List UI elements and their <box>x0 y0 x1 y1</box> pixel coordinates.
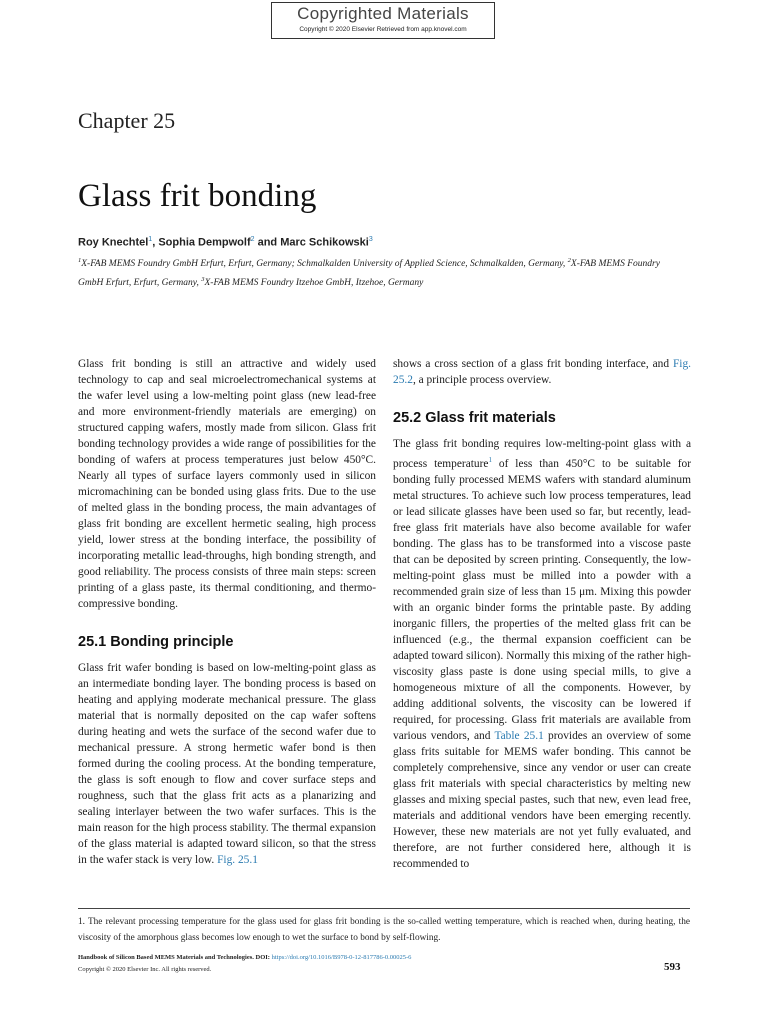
footer-copyright: Copyright © 2020 Elsevier Inc. All rights reserved. <box>78 966 212 973</box>
paragraph-text: The glass frit bonding requires low-melting-point glass with a process temperature <box>393 438 691 470</box>
left-column <box>78 356 376 868</box>
chapter-title: Glass frit bonding <box>78 178 317 214</box>
author-name: Roy Knechtel <box>78 236 149 249</box>
author-name: Marc Schikowski <box>280 236 369 249</box>
right-column <box>393 356 691 872</box>
paragraph-text: of less than 450°C to be suitable for bonding fully processed MEMS wafers with standard aluminum metal structures. To achieve such low process temperatures, lead or lead silicate glasses have been used so far, but recently, lead-free glass frit materials have also become available for wafer bonding. The glass has to be transformed into a viscose paste that can be deposited by screen printing. Consequently, the low-melting-point glass must be milled into a powder with a recommended grain size of less than 15 μm. Mixing this powder with an organic binder forms the printable paste. By adding inorganic fillers, the properties of the melted glass frit can be influenced (e.g., the thermal expansion coefficient can be adapted toward silicon). Normally this mixing of the rather high-viscosity glass paste is done using special mills, to give a homogeneous mixture of all the components. However, by adding additional solvents, the viscosity can be lowered if required, for processing. Glass frit materials are available from various vendors, and <box>393 457 691 742</box>
footnote-link[interactable]: 1 <box>488 456 492 464</box>
section-heading: 25.2 Glass frit materials <box>393 410 556 426</box>
author-separator: and <box>254 236 281 249</box>
chapter-label: Chapter 25 <box>78 108 176 133</box>
author-line <box>78 236 373 249</box>
affiliation-text: X-FAB MEMS Foundry GmbH Erfurt, Erfurt, Germany, <box>78 259 660 289</box>
paragraph-text: , a principle process overview. <box>412 374 552 386</box>
table-link[interactable]: Table 25.1 <box>494 729 544 742</box>
paragraph-text: Glass frit wafer bonding is based on low-melting-point glass as an intermediate bonding layer. The bonding process is based on heating and applying moderate mechanical pressure. The glass material that is normally deposited on the cap wafer softens during heating and wets the surface of the second wafer due to mechanical pressure. A strong hermetic wafer bond is then formed during the cooling process. At the bonding temperature, the glass is soft enough to flow and cover surface steps and roughness, such that the glass frit acts as a planarizing and sealing interlayer between the two wafer surfaces. This is the main reason for the high process stability. The thermal expansion of the glass material is adapted toward silicon, so that the stress in the wafer stack is very low. <box>78 662 376 866</box>
doi-link[interactable]: https://doi.org/10.1016/B978-0-12-817786-0.00025-6 <box>271 954 412 961</box>
footnote: 1. The relevant processing temperature for the glass used for glass frit bonding is the so-called wetting temperature, which is reached when, during heating, the viscosity of the amorphous glass becomes low enough to wet the surface to bond by self-flowing. <box>78 917 690 943</box>
stamp-title: Copyrighted Materials <box>297 4 469 23</box>
author-name: Sophia Dempwolf <box>158 236 251 249</box>
section-paragraph <box>393 436 691 872</box>
affiliation-marker: 2 <box>567 257 571 264</box>
affiliation-text: X-FAB MEMS Foundry Itzehoe GmbH, Itzehoe, Germany <box>204 278 424 289</box>
footer-citation <box>78 954 411 961</box>
paragraph-text: shows a cross section of a glass frit bonding interface, and <box>393 358 673 370</box>
continued-paragraph <box>393 356 691 388</box>
author-affiliation-link[interactable]: 3 <box>368 236 373 243</box>
paragraph-text: provides an overview of some glass frits suitable for MEMS wafer bonding. This cannot be completely comprehensive, since any vendor or user can create glass frit materials with special characteristics by melting new glasses and mixing special pastes, such that new, even lead free, materials and additional vendors have been emerging recently. However, these new materials are not yet fully evaluated, and therefore, are not further considered here, although it is recommended to <box>393 729 691 870</box>
footnote-divider <box>78 908 690 909</box>
figure-link[interactable]: Fig. 25.1 <box>217 854 258 866</box>
book-title: Handbook of Silicon Based MEMS Materials and Technologies. DOI: <box>78 954 272 961</box>
author-affiliation-link[interactable]: 2 <box>250 236 255 243</box>
page-number: 593 <box>664 961 681 973</box>
affiliation-text: X-FAB MEMS Foundry GmbH Erfurt, Erfurt, Germany; Schmalkalden University of Applied Science, Schmalkalden, Germany, <box>81 259 568 270</box>
copyright-stamp <box>271 2 495 39</box>
affiliations <box>78 253 678 291</box>
affiliation-marker: 1 <box>78 257 82 264</box>
figure-link[interactable]: Fig. 25.2 <box>393 358 691 386</box>
affiliation-marker: 3 <box>201 276 205 284</box>
section-heading: 25.1 Bonding principle <box>78 634 234 650</box>
stamp-subtitle: Copyright © 2020 Elsevier Retrieved from app.knovel.com <box>299 26 467 33</box>
author-separator: , <box>152 236 159 249</box>
section-paragraph <box>78 660 376 868</box>
intro-paragraph: Glass frit bonding is still an attractive and widely used technology to cap and seal microelectromechanical systems at the wafer level using a low-melting point glass (new lead-free and more environment-friendly materials are emerging) on structured capping wafers, mostly made from silicon. Glass frit bonding technology provides a wide range of possibilities for the bonding of wafers at process temperatures just below 450°C. Nearly all types of surface layers commonly used in silicon micromachining can be bonded using glass frits. Due to the use of melted glass in the bonding process, the main advantages of glass frit bonding are excellent hermetic sealing, high process yield, lower stress at the bonding interface, the possibility of incorporating metallic lead-throughs, high bonding strength, and good reliability. The process consists of three main steps: screen printing of a glass paste, its thermal conditioning, and thermo-compressive bonding. <box>78 358 376 610</box>
author-affiliation-link[interactable]: 1 <box>148 236 153 243</box>
